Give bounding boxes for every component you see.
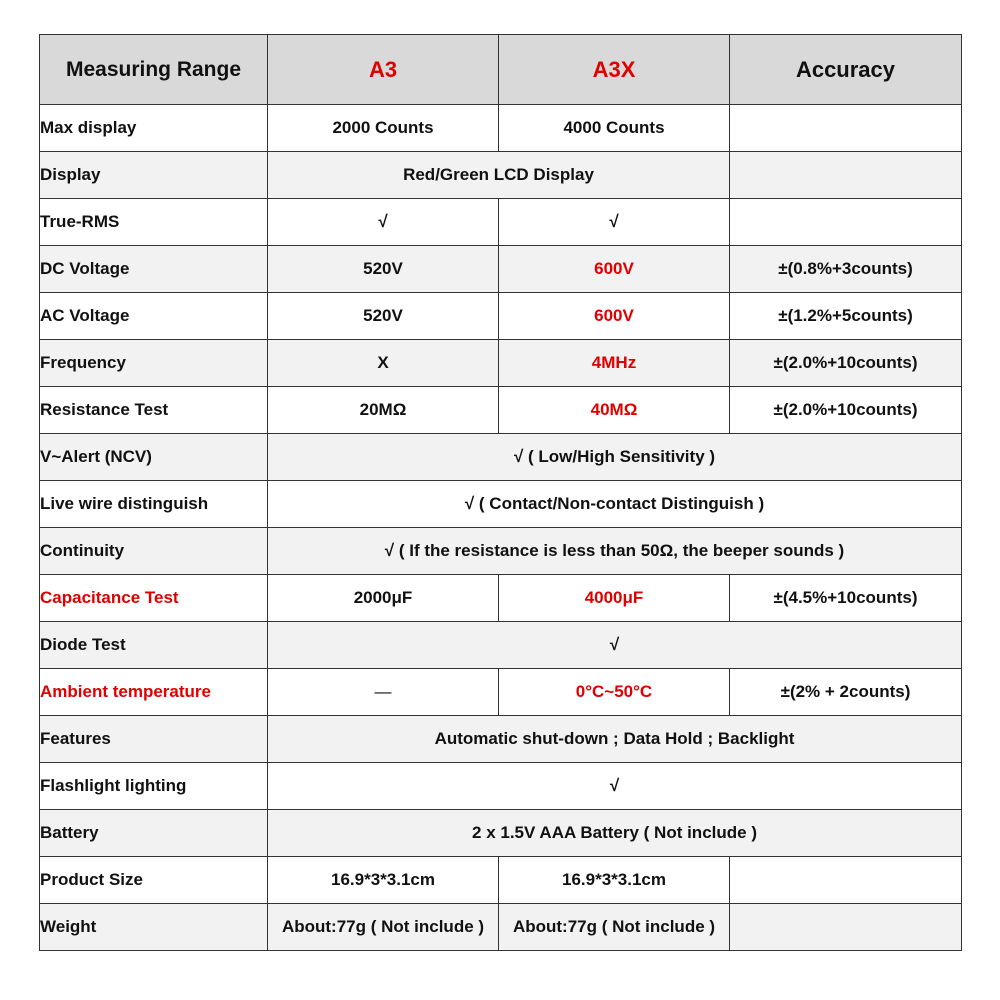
- merged-value: 2 x 1.5V AAA Battery ( Not include ): [268, 810, 962, 857]
- a3x-value: 600V: [499, 293, 730, 340]
- table-row: [40, 481, 962, 528]
- table-row: [40, 528, 962, 575]
- merged-value: Automatic shut-down ; Data Hold ; Backlight: [268, 716, 962, 763]
- table-row: [40, 716, 962, 763]
- row-label: Resistance Test: [40, 387, 268, 434]
- accuracy-value: ±(4.5%+10counts): [730, 575, 962, 622]
- table-row: [40, 904, 962, 951]
- a3-value: 2000 Counts: [268, 105, 499, 152]
- header-a3x: A3X: [499, 35, 730, 105]
- table-row: [40, 152, 962, 199]
- table-row: [40, 669, 962, 716]
- header-row: [40, 35, 962, 105]
- row-label: Battery: [40, 810, 268, 857]
- accuracy-value: ±(2.0%+10counts): [730, 387, 962, 434]
- a3x-value: 16.9*3*3.1cm: [499, 857, 730, 904]
- merged-value: Red/Green LCD Display: [268, 152, 730, 199]
- header-a3: A3: [268, 35, 499, 105]
- row-label: Ambient temperature: [40, 669, 268, 716]
- row-label: Product Size: [40, 857, 268, 904]
- row-label: Display: [40, 152, 268, 199]
- accuracy-value: [730, 105, 962, 152]
- accuracy-value: ±(1.2%+5counts): [730, 293, 962, 340]
- row-label: Max display: [40, 105, 268, 152]
- accuracy-value: [730, 857, 962, 904]
- row-label: V~Alert (NCV): [40, 434, 268, 481]
- a3x-value: √: [499, 199, 730, 246]
- merged-value: √ ( Contact/Non-contact Distinguish ): [268, 481, 962, 528]
- table-row: [40, 810, 962, 857]
- a3x-value: 4MHz: [499, 340, 730, 387]
- table-row: [40, 622, 962, 669]
- row-label: Diode Test: [40, 622, 268, 669]
- a3x-value: 4000μF: [499, 575, 730, 622]
- row-label: Live wire distinguish: [40, 481, 268, 528]
- table-row: [40, 575, 962, 622]
- a3-value: About:77g ( Not include ): [268, 904, 499, 951]
- a3-value: 2000μF: [268, 575, 499, 622]
- a3x-value: 600V: [499, 246, 730, 293]
- table-row: [40, 857, 962, 904]
- a3-value: 520V: [268, 246, 499, 293]
- accuracy-value: [730, 199, 962, 246]
- header-measuring-range: Measuring Range: [40, 35, 268, 105]
- a3-value: —: [268, 669, 499, 716]
- a3x-value: 0°C~50°C: [499, 669, 730, 716]
- accuracy-value: [730, 152, 962, 199]
- merged-value: √: [268, 622, 962, 669]
- row-label: Frequency: [40, 340, 268, 387]
- table-row: [40, 434, 962, 481]
- a3-value: 20MΩ: [268, 387, 499, 434]
- table-row: [40, 387, 962, 434]
- row-label: AC Voltage: [40, 293, 268, 340]
- a3x-value: 40MΩ: [499, 387, 730, 434]
- table-row: [40, 763, 962, 810]
- table-row: [40, 340, 962, 387]
- merged-value: √ ( If the resistance is less than 50Ω, the beeper sounds ): [268, 528, 962, 575]
- merged-value: √: [268, 763, 962, 810]
- table-row: [40, 105, 962, 152]
- a3-value: 16.9*3*3.1cm: [268, 857, 499, 904]
- row-label: Capacitance Test: [40, 575, 268, 622]
- a3x-value: About:77g ( Not include ): [499, 904, 730, 951]
- row-label: Features: [40, 716, 268, 763]
- spec-table: [39, 34, 962, 951]
- row-label: DC Voltage: [40, 246, 268, 293]
- accuracy-value: ±(2.0%+10counts): [730, 340, 962, 387]
- accuracy-value: ±(2% + 2counts): [730, 669, 962, 716]
- row-label: Continuity: [40, 528, 268, 575]
- table-row: [40, 293, 962, 340]
- a3-value: 520V: [268, 293, 499, 340]
- row-label: True-RMS: [40, 199, 268, 246]
- row-label: Weight: [40, 904, 268, 951]
- table-row: [40, 246, 962, 293]
- accuracy-value: ±(0.8%+3counts): [730, 246, 962, 293]
- header-accuracy: Accuracy: [730, 35, 962, 105]
- a3x-value: 4000 Counts: [499, 105, 730, 152]
- a3-value: √: [268, 199, 499, 246]
- row-label: Flashlight lighting: [40, 763, 268, 810]
- a3-value: X: [268, 340, 499, 387]
- merged-value: √ ( Low/High Sensitivity ): [268, 434, 962, 481]
- table-row: [40, 199, 962, 246]
- accuracy-value: [730, 904, 962, 951]
